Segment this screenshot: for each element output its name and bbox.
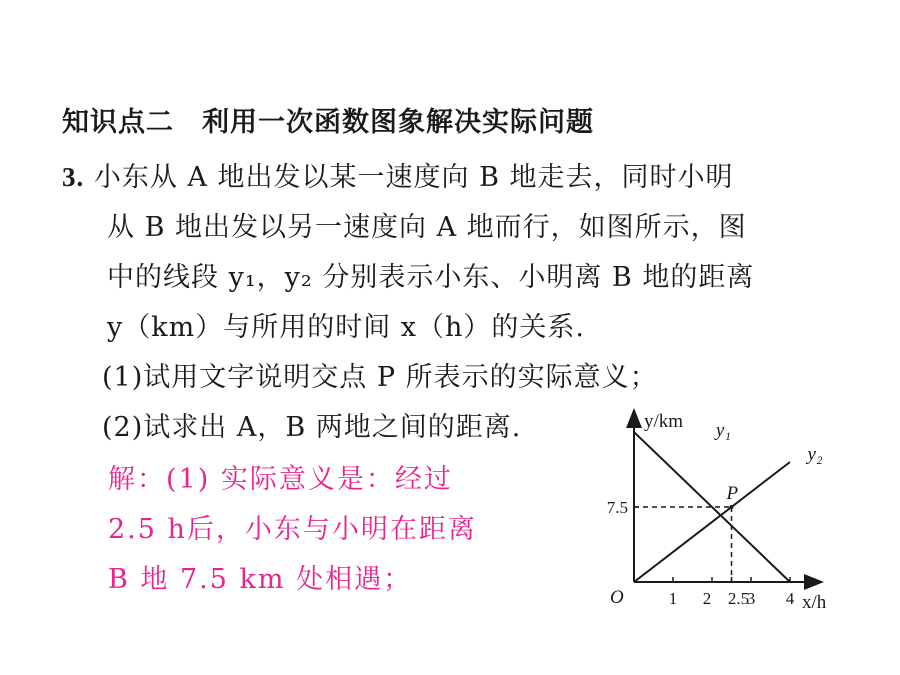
- series-label-1: y₁: [715, 420, 731, 441]
- x-tick-label: 2.5: [727, 589, 750, 608]
- problem-number: 3.: [62, 162, 85, 192]
- problem-line-1: [62, 155, 734, 194]
- answer-line-3: B 地 7.5 km 处相遇；: [108, 564, 413, 595]
- answer-line-1: 解：(1) 实际意义是：经过: [108, 464, 453, 495]
- x-tick-label: 4: [785, 589, 795, 608]
- problem-line-2: 从 B 地出发以另一速度向 A 地而行，如图所示，图: [107, 212, 747, 243]
- series-line-2: [634, 462, 790, 582]
- y-tick-label: 7.5: [606, 498, 628, 517]
- problem-text-1: 小东从 A 地出发以某一速度向 B 地走去，同时小明: [93, 162, 734, 193]
- y-axis-label: y/km: [644, 411, 684, 432]
- distance-time-graph: [590, 405, 870, 625]
- intersection-label: P: [726, 483, 739, 504]
- x-tick-label: 1: [668, 589, 678, 608]
- sub-question-2: (2)试求出 A，B 两地之间的距离.: [102, 412, 522, 443]
- problem-line-4: y（km）与所用的时间 x（h）的关系.: [107, 312, 585, 343]
- sub-question-1: (1)试用文字说明交点 P 所表示的实际意义；: [102, 362, 658, 393]
- problem-line-3: 中的线段 y₁，y₂ 分别表示小东、小明离 B 地的距离: [107, 262, 755, 293]
- series-label-2: y₂: [807, 444, 823, 465]
- x-tick-label: 2: [702, 589, 712, 608]
- series-line-1: [634, 432, 790, 582]
- answer-line-2: 2.5 h后，小东与小明在距离: [108, 514, 477, 545]
- intersection-point: [730, 505, 734, 509]
- x-axis-label: x/h: [802, 592, 827, 613]
- section-heading: 知识点二 利用一次函数图象解决实际问题: [62, 107, 594, 138]
- x-tick-label: 3: [746, 589, 756, 608]
- origin-label: O: [610, 587, 624, 608]
